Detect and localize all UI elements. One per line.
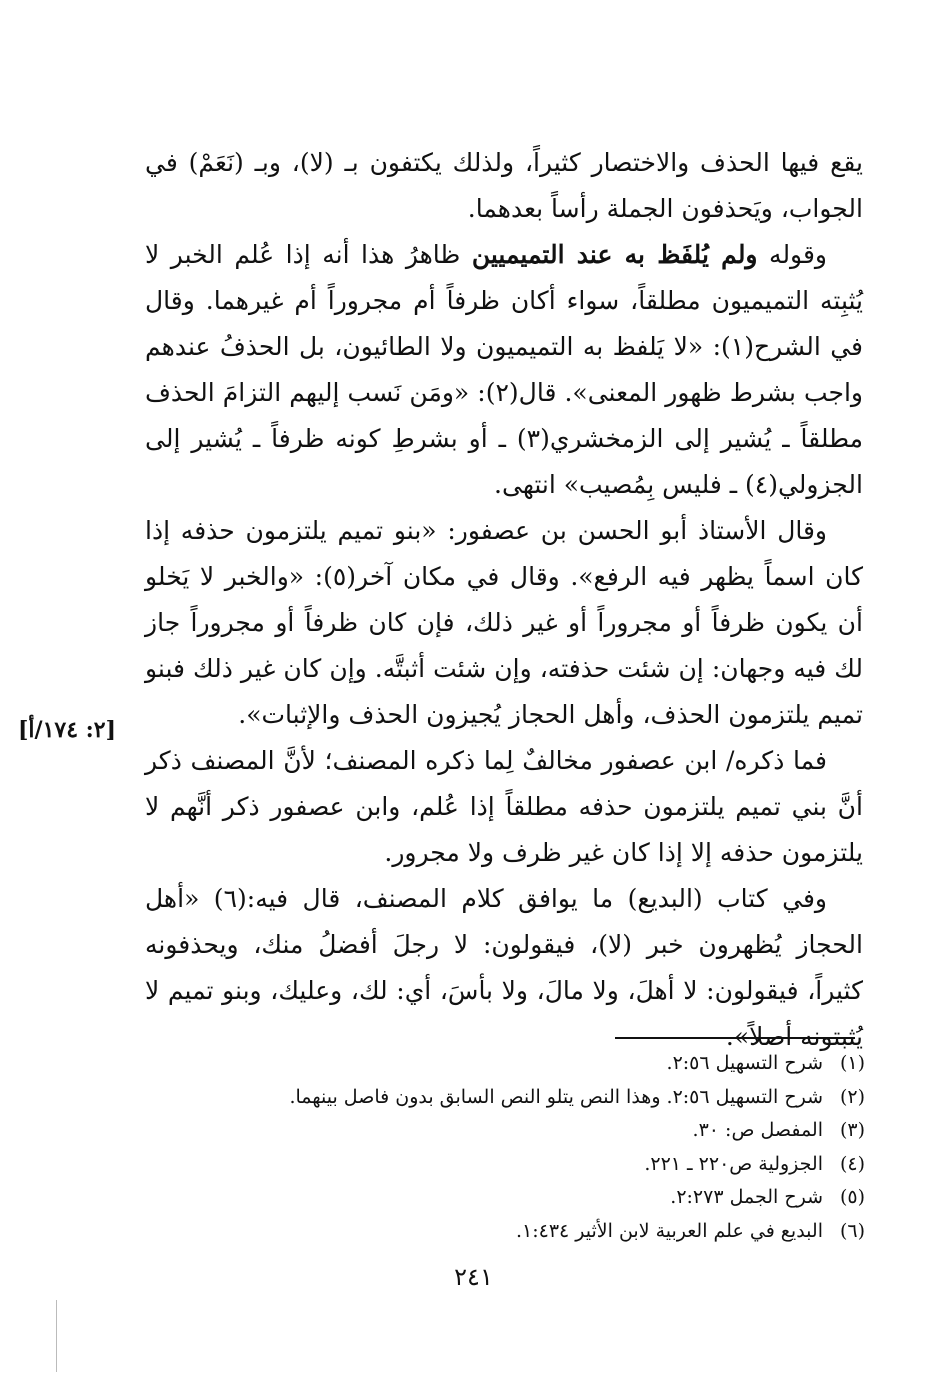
margin-reference: [٢: ١٧٤/أ] — [18, 717, 117, 743]
footnote-item — [200, 1114, 865, 1148]
quoted-phrase: ولم يُلفَظ به عند التميميين — [471, 240, 758, 269]
footnote-number: (٥) — [839, 1186, 865, 1208]
footnote-number: (٦) — [839, 1219, 865, 1242]
footnote-text: المفصل ص: ٣٠. — [692, 1119, 823, 1141]
paragraph-5 — [145, 876, 863, 1060]
footnote-text: شرح التسهيل ٢:٥٦. — [666, 1052, 823, 1074]
footnote-text: الجزولية ص٢٢٠ ـ ٢٢١. — [644, 1152, 823, 1175]
main-text — [145, 140, 863, 1060]
footnotes — [200, 1047, 865, 1248]
paragraph-text: فما ذكره/ ابن عصفور مخالفٌ لِما ذكره المصنف؛ لأنَّ المصنف ذكر أنَّ بني تميم يلتزمون حذفه مطلقاً إذا عُلم، وابن عصفور ذكر أنَّهم لا يلتزمون حذفه إلا إذا كان غير ظرف ولا مجرور. — [145, 746, 863, 867]
footnote-text: شرح الجمل ٢:٢٧٣. — [670, 1186, 823, 1208]
footnote-item — [200, 1148, 865, 1182]
footnote-number: (٤) — [839, 1152, 865, 1175]
paragraph-3 — [145, 508, 863, 738]
paragraph-4 — [145, 738, 863, 876]
paragraph-text: يقع فيها الحذف والاختصار كثيراً، ولذلك يكتفون بـ (لا)، وبـ (نَعَمْ) في الجواب، ويَحذفون الجملة رأساً بعدهما. — [145, 148, 863, 223]
footnote-item — [200, 1181, 865, 1215]
footnote-divider — [615, 1037, 855, 1039]
page-edge-line — [56, 1300, 57, 1372]
paragraph-2 — [145, 232, 863, 508]
page-number: ٢٤١ — [454, 1263, 493, 1291]
footnote-item — [200, 1047, 865, 1081]
footnote-number: (٣) — [839, 1119, 865, 1141]
footnote-item — [200, 1215, 865, 1249]
paragraph-text: وقال الأستاذ أبو الحسن بن عصفور: «بنو تميم يلتزمون حذفه إذا كان اسماً يظهر فيه الرفع». وقال في مكان آخر(٥): «والخبر لا يَخلو أن يكون ظرفاً أو مجروراً أو غير ذلك، فإن كان ظرفاً أو مجروراً جاز لك فيه وجهان: إن شئت حذفته، وإن شئت أثبتَّه. وإن كان غير ذلك فبنو تميم يلتزمون الحذف، وأهل الحجاز يُجيزون الحذف والإثبات». — [145, 516, 863, 729]
footnote-text: البديع في علم العربية لابن الأثير ١:٤٣٤. — [515, 1219, 823, 1242]
paragraph-text: ظاهرُ هذا أنه إذا عُلم الخبر لا يُثبِته التميميون مطلقاً، سواء أكان ظرفاً أم مجروراً أم غيرهما. وقال في الشرح(١): «لا يَلفظ به التميميون ولا الطائيون، بل الحذفُ عندهم واجب بشرط ظهور المعنى». قال(٢): «ومَن نَسب إليهم التزامَ الحذف مطلقاً ـ يُشير إلى الزمخشري(٣) ـ أو بشرطِ كونه ظرفاً ـ يُشير إلى الجزولي(٤) ـ فليس بِمُصيب» انتهى. — [145, 240, 864, 499]
paragraph-text: وفي كتاب (البديع) ما يوافق كلام المصنف، قال فيه:(٦) «أهل الحجاز يُظهرون خبر (لا)، فيقولون: لا رجلَ أفضلُ منك، ويحذفونه كثيراً، فيقولون: لا أهلَ، ولا مالَ، ولا بأسَ، أي: لك، وعليك، وبنو تميم لا يُثبتونه أصلاً». — [145, 884, 863, 1051]
footnote-text: شرح التسهيل ٢:٥٦. وهذا النص يتلو النص السابق بدون فاصل بينهما. — [289, 1085, 823, 1108]
footnote-item — [200, 1081, 865, 1115]
paragraph-1 — [145, 140, 863, 232]
footnote-number: (١) — [839, 1052, 865, 1074]
paragraph-text: وقوله — [757, 240, 827, 269]
footnote-number: (٢) — [839, 1085, 865, 1108]
